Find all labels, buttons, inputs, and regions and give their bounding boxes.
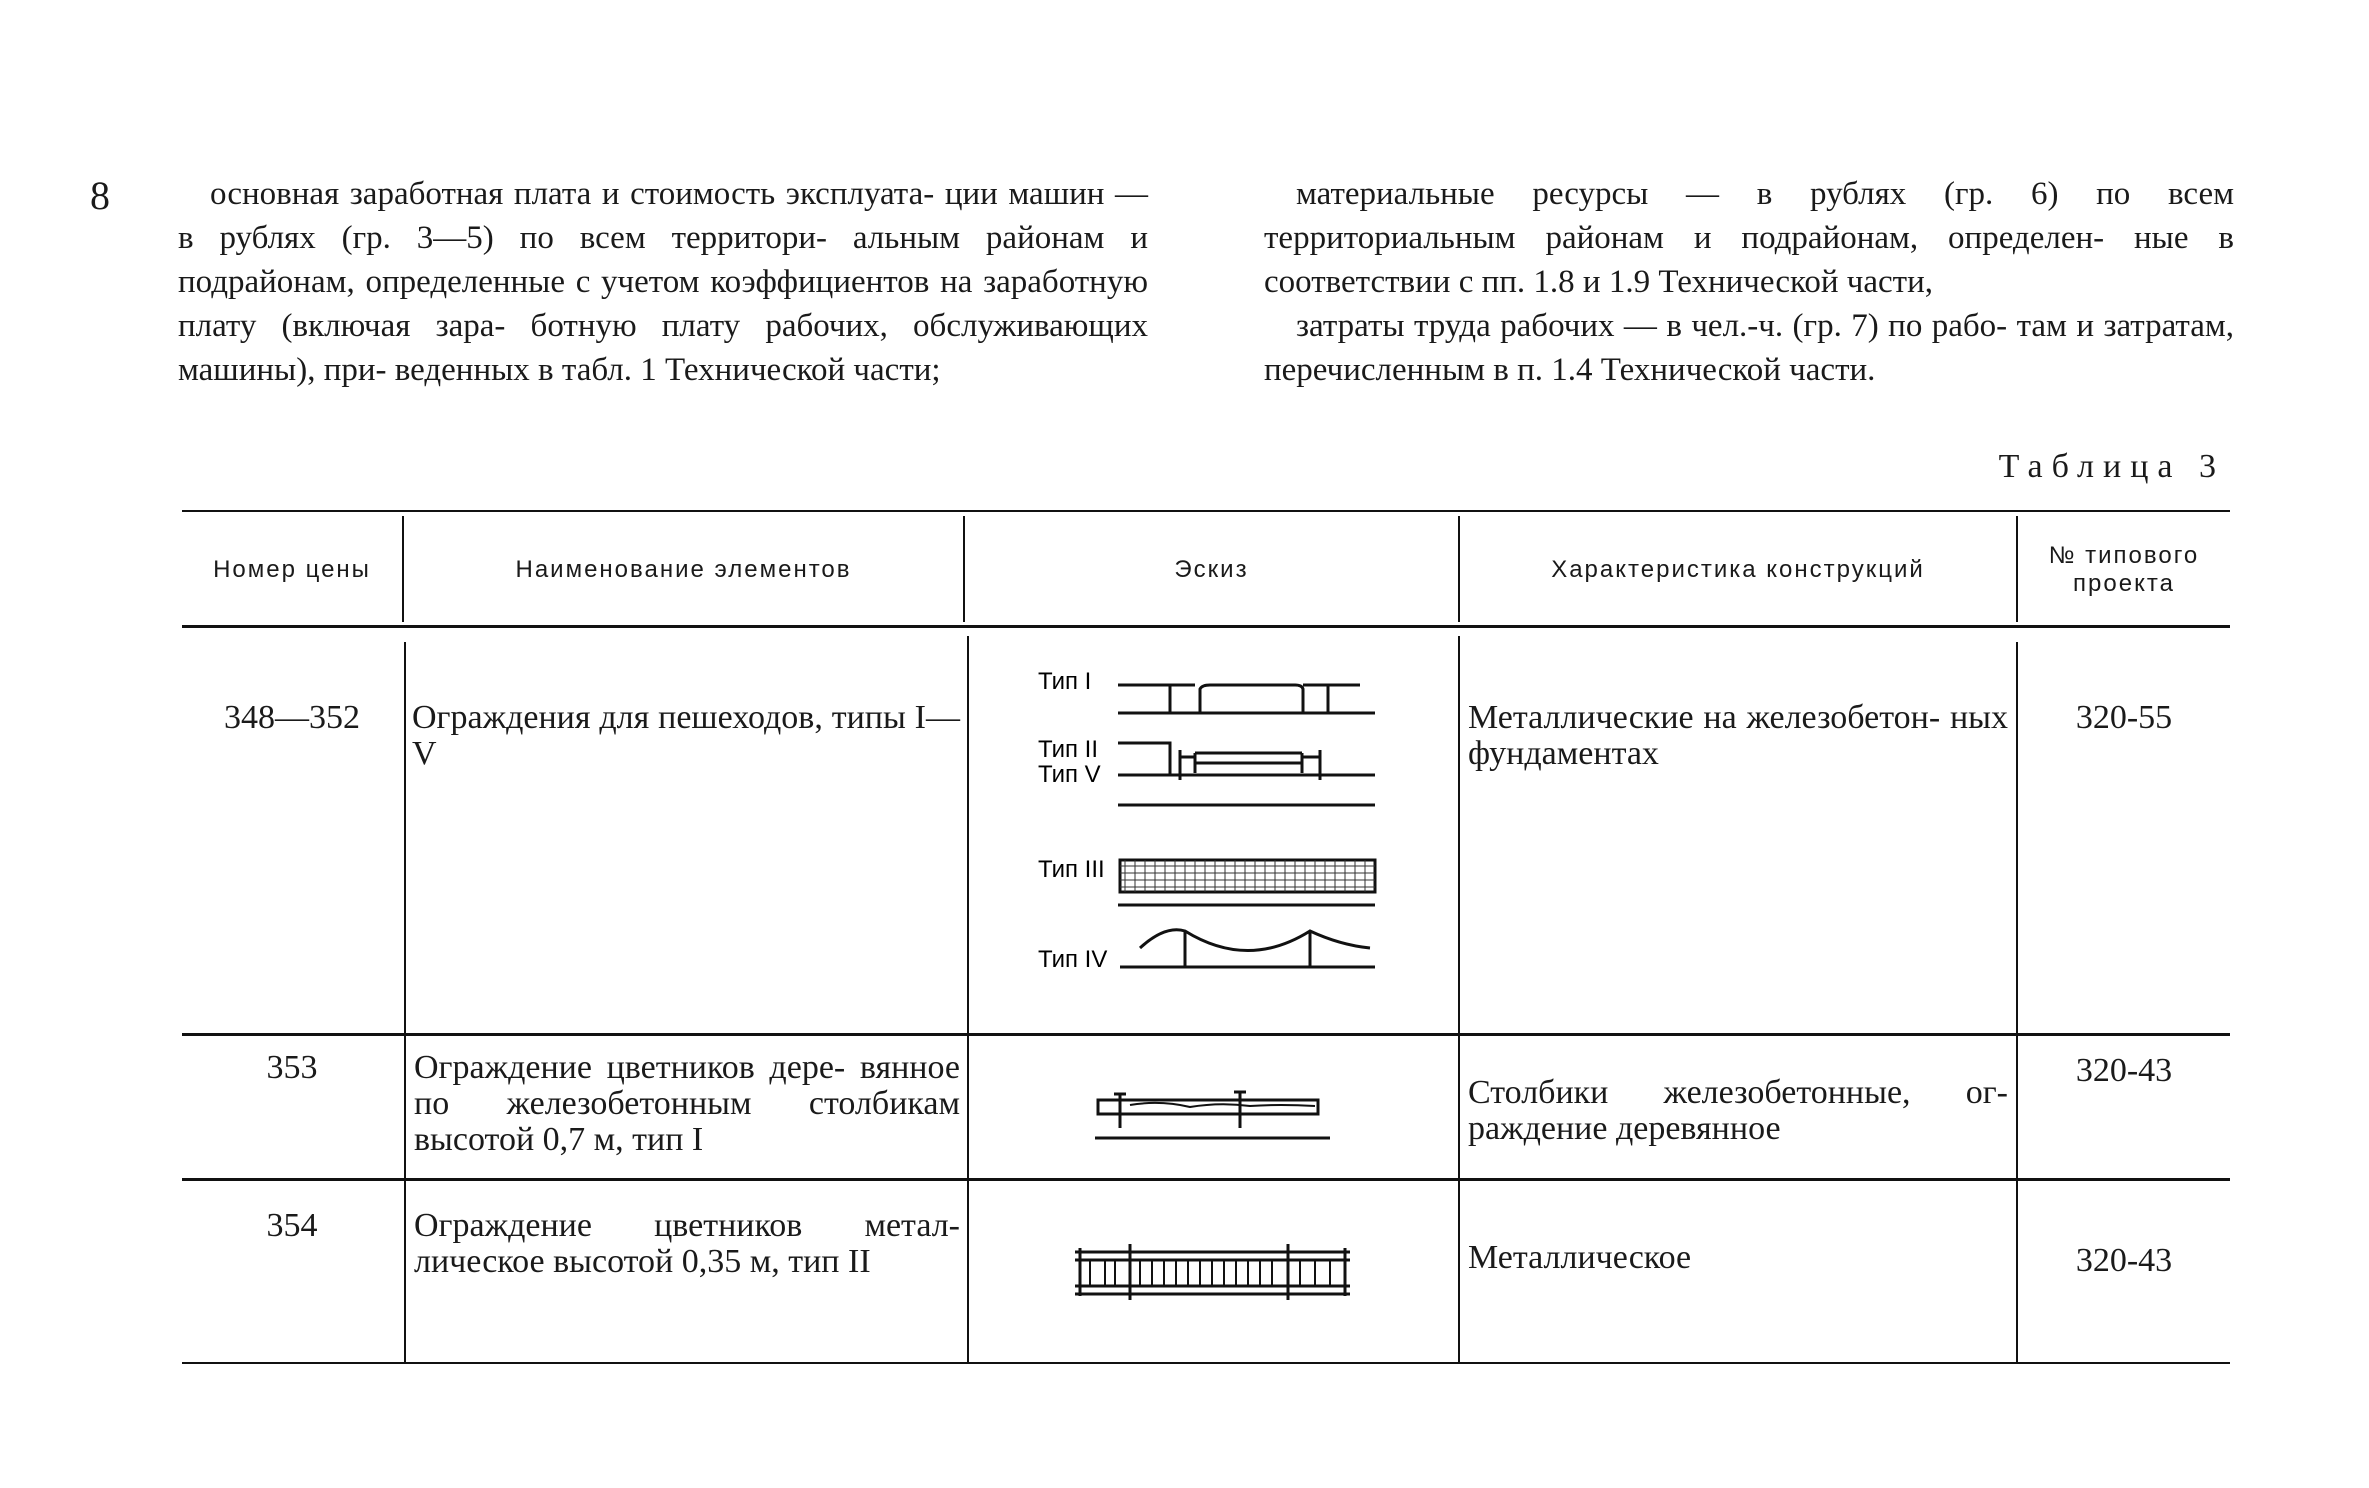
table-caption: Таблица 3 — [1998, 448, 2225, 485]
header-price-no: Номер цены — [213, 556, 371, 583]
sketch-label-type1: Тип I — [1038, 668, 1092, 695]
fence-type2-drawing — [1118, 743, 1375, 805]
row2-name: Ограждение цветников дере- вянное по железобетонным столбикам высотой 0,7 м, тип I — [414, 1049, 960, 1158]
sketch-label-type4: Тип IV — [1038, 946, 1108, 973]
row1-characteristic: Металлические на железобетон- ных фундаментах — [1468, 699, 2008, 772]
row3-name: Ограждение цветников метал- лическое высотой 0,35 м, тип II — [414, 1207, 960, 1280]
sketch-metal-fence — [1070, 1238, 1360, 1318]
row1-project: 320-55 — [2075, 699, 2173, 736]
header-project: № типового проекта — [2048, 542, 2200, 597]
row-separator — [182, 1178, 2230, 1181]
sketch-pedestrian-fences — [1020, 645, 1420, 1025]
table-top-rule — [182, 510, 2230, 512]
sketch-label-type5: Тип V — [1038, 761, 1101, 788]
column-divider — [404, 642, 406, 1362]
row3-characteristic: Металлическое — [1468, 1239, 1692, 1276]
column-divider — [967, 636, 969, 1362]
page-number: 8 — [90, 173, 110, 218]
paragraph-materials: материальные ресурсы — в рублях (гр. 6) по всем территориальным районам и подрайонам, определен- ные в соответствии с пп. 1.8 и 1.9 Технической части, — [1264, 176, 2234, 300]
paragraph-wages: основная заработная плата и стоимость эксплуата- ции машин — в рублях (гр. 3—5) по всем территори- альным районам и подрайонам, определенные с учетом коэффициентов на заработную плату (включая зара- ботную плату рабочих, обслуживающих машины), при- веденных в табл. 1 Технической части; — [178, 176, 1148, 388]
header-bottom-rule — [182, 625, 2230, 628]
header-characteristic: Характеристика конструкций — [1551, 556, 1925, 583]
sketch-wooden-fence — [1090, 1080, 1340, 1150]
sketch-label-type2: Тип II — [1038, 736, 1099, 763]
row1-name: Ограждения для пешеходов, типы I—V — [412, 699, 960, 772]
table-bottom-rule — [182, 1362, 2230, 1364]
text-column-left — [178, 172, 1148, 392]
text-column-right — [1264, 172, 2234, 392]
row-separator — [182, 1033, 2230, 1036]
paragraph-labor: затраты труда рабочих — в чел.-ч. (гр. 7) по рабо- там и затратам, перечисленным в п. 1.4 Технической части. — [1264, 308, 2234, 388]
row3-price-no: 354 — [266, 1207, 318, 1244]
header-sketch: Эскиз — [1174, 556, 1249, 583]
column-divider — [1458, 636, 1460, 1362]
fence-type1-drawing — [1118, 685, 1375, 713]
sketch-label-type3: Тип III — [1038, 856, 1105, 883]
row1-price-no: 348—352 — [224, 699, 360, 736]
fence-type4-drawing — [1120, 930, 1375, 967]
row2-project: 320-43 — [2075, 1052, 2173, 1089]
header-name: Наименование элементов — [515, 556, 852, 583]
row2-price-no: 353 — [266, 1049, 318, 1086]
row3-project: 320-43 — [2075, 1242, 2173, 1279]
row2-characteristic: Столбики железобетонные, ог- раждение деревянное — [1468, 1074, 2008, 1147]
